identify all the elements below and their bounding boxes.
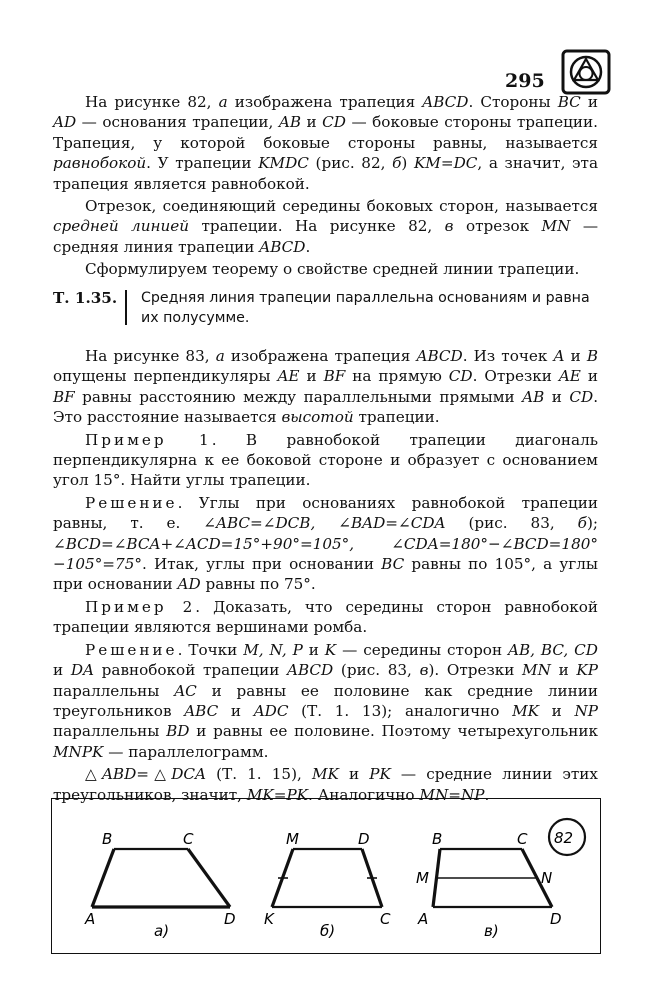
paragraph-9: △ABD=△DCA (Т. 1. 15), MK и PK — средние линии этих треугольников, значит, MK=PK. Аналогично MN=NP.	[53, 765, 598, 804]
vertex-b-c: B	[432, 830, 443, 848]
solution-1: Решение. Углы при основаниях равнобокой трапеции равны, т. е. ∠ABC=∠DCB, ∠BAD=∠CDA (рис. 83, б); ∠BCD=∠BCA+∠ACD=15°+90°=105°, ∠CDA=180°−∠BCD=180°−105°=75°. Итак, углы при основании BC равны по 105°, а углы при основании AD равны по 75°.	[53, 493, 598, 594]
vertex-m-b: M	[286, 830, 299, 848]
caption-c: в)	[484, 922, 499, 940]
triangle-in-circle-in-square-icon	[561, 49, 611, 95]
vertex-d-a: D	[224, 910, 236, 928]
vertex-a-c: A	[418, 910, 429, 928]
examples-section	[53, 346, 598, 807]
paragraph-3: Сформулируем теорему о свойстве средней линии трапеции.	[85, 260, 580, 279]
theorem-box	[53, 288, 598, 329]
vertex-d-b: D	[358, 830, 370, 848]
solution-2: Решение. Точки M, N, P и K — середины сторон AB, BC, CD и DA равнобокой трапеции ABCD (рис. 83, в). Отрезки MN и KP параллельны AC и равны ее половине как средние линии треугольников ABC и ADC (Т. 1. 13); аналогично MK и NP параллельны BD и равны ее половине. Поэтому четырехугольник MNPK — параллелограмм.	[53, 640, 598, 761]
vertex-a-a: A	[85, 910, 96, 928]
caption-b: б)	[320, 922, 336, 940]
caption-a: а)	[154, 922, 170, 940]
trapezoid-b	[272, 849, 382, 907]
vertex-m-c: M	[416, 869, 429, 887]
vertex-n-c: N	[541, 869, 553, 887]
vertex-k-b: K	[264, 910, 274, 928]
trapezoid-a	[92, 849, 230, 907]
figure-82	[51, 798, 601, 954]
trapezoid-c	[433, 849, 552, 907]
vertex-c-c: C	[517, 830, 528, 848]
figure-number-badge	[549, 819, 585, 855]
theorem-text: Средняя линия трапеции параллельна основаниям и равна их полусумме.	[141, 290, 590, 327]
vertex-d-c: D	[550, 910, 562, 928]
vertex-b-a: B	[102, 830, 113, 848]
paragraph-4: На рисунке 83, а изображена трапеция ABCD. Из точек A и B опущены перпендикуляры AE и BF на прямую CD. Отрезки AE и BF равны расстоянию между параллельными прямыми AB и CD. Это расстояние называется высотой трапеции.	[53, 347, 599, 427]
intro-section	[53, 92, 598, 282]
paragraph-1: На рисунке 82, а изображена трапеция ABCD. Стороны BC и AD — основания трапеции, AB и CD — боковые стороны трапеции. Трапеция, у которой боковые стороны равны, называется равнобокой. У трапеции KMDC (рис. 82, б) KM=DC, а значит, эта трапеция является равнобокой.	[53, 93, 598, 193]
vertex-c-b: C	[380, 910, 391, 928]
example-2: Пример 2. Доказать, что середины сторон равнобокой трапеции являются вершинами ромба.	[53, 597, 599, 637]
paragraph-2: Отрезок, соединяющий середины боковых сторон, называется средней линией трапеции. На рисунке 82, в отрезок MN — средняя линия трапеции ABCD.	[53, 197, 599, 256]
theorem-divider	[125, 290, 127, 325]
figure-number: 82	[554, 829, 574, 847]
example-1: Пример 1. В равнобокой трапеции диагональ перпендикулярна к ее боковой стороне и образует с основанием угол 15°. Найти углы трапеции.	[53, 430, 598, 490]
figure-82-drawing	[52, 799, 602, 955]
vertex-c-a: C	[183, 830, 194, 848]
page-number: 295	[505, 70, 545, 92]
theorem-label: Т. 1.35.	[53, 289, 118, 307]
